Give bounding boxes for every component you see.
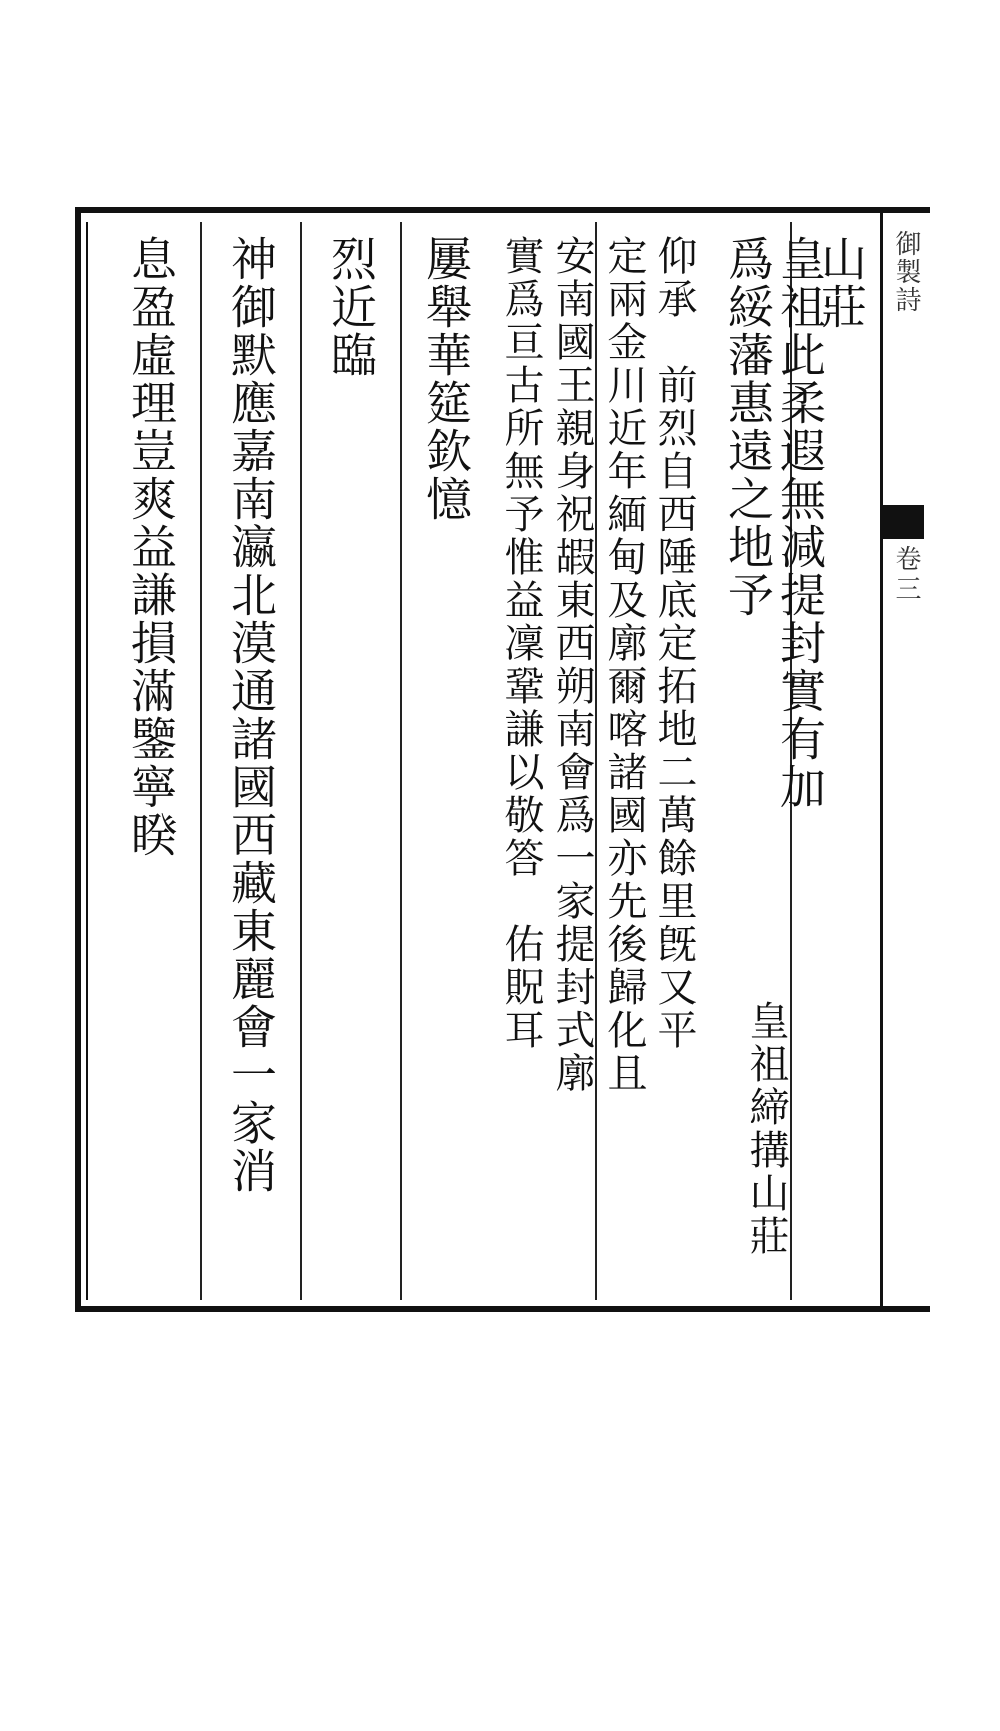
text-column-5: 安南國王親身祝嘏東西朔南會爲一家提封式廓 xyxy=(549,235,595,1095)
inner-border-line xyxy=(86,222,88,1300)
text-column-4: 定兩金川近年緬甸及廓爾喀諸國亦先後歸化且 xyxy=(601,235,647,1095)
text-column-1: 山莊 xyxy=(814,235,868,331)
column-rule xyxy=(300,222,302,1300)
text-column-10: 息盈虛理豈爽益謙損滿鑒寧睽 xyxy=(124,235,178,859)
text-column-6: 實爲亘古所無予惟益凜鞏謙以敬答 佑貺耳 xyxy=(498,235,544,1052)
column-rule xyxy=(200,222,202,1300)
fishtail-mark xyxy=(882,505,924,539)
text-column-9: 神御默應嘉南瀛北漠通諸國西藏東麗會一家消 xyxy=(224,235,278,1195)
text-column-2-tail: 皇祖締搆山莊 xyxy=(743,1000,841,1731)
column-rule xyxy=(400,222,402,1300)
edge-volume: 卷三 xyxy=(891,545,921,605)
text-column-3: 仰承 前烈自西陲底定拓地二萬餘里旣又平 xyxy=(651,235,697,1052)
edge-title: 御製詩 xyxy=(891,230,921,314)
text-column-8: 烈近臨 xyxy=(324,235,378,379)
text-column-2: 皇祖此柔遐無減提封實有加 爲綏藩惠遠之地予 xyxy=(721,235,827,859)
text-column-7: 屢舉華筵欽憶 xyxy=(419,235,473,523)
